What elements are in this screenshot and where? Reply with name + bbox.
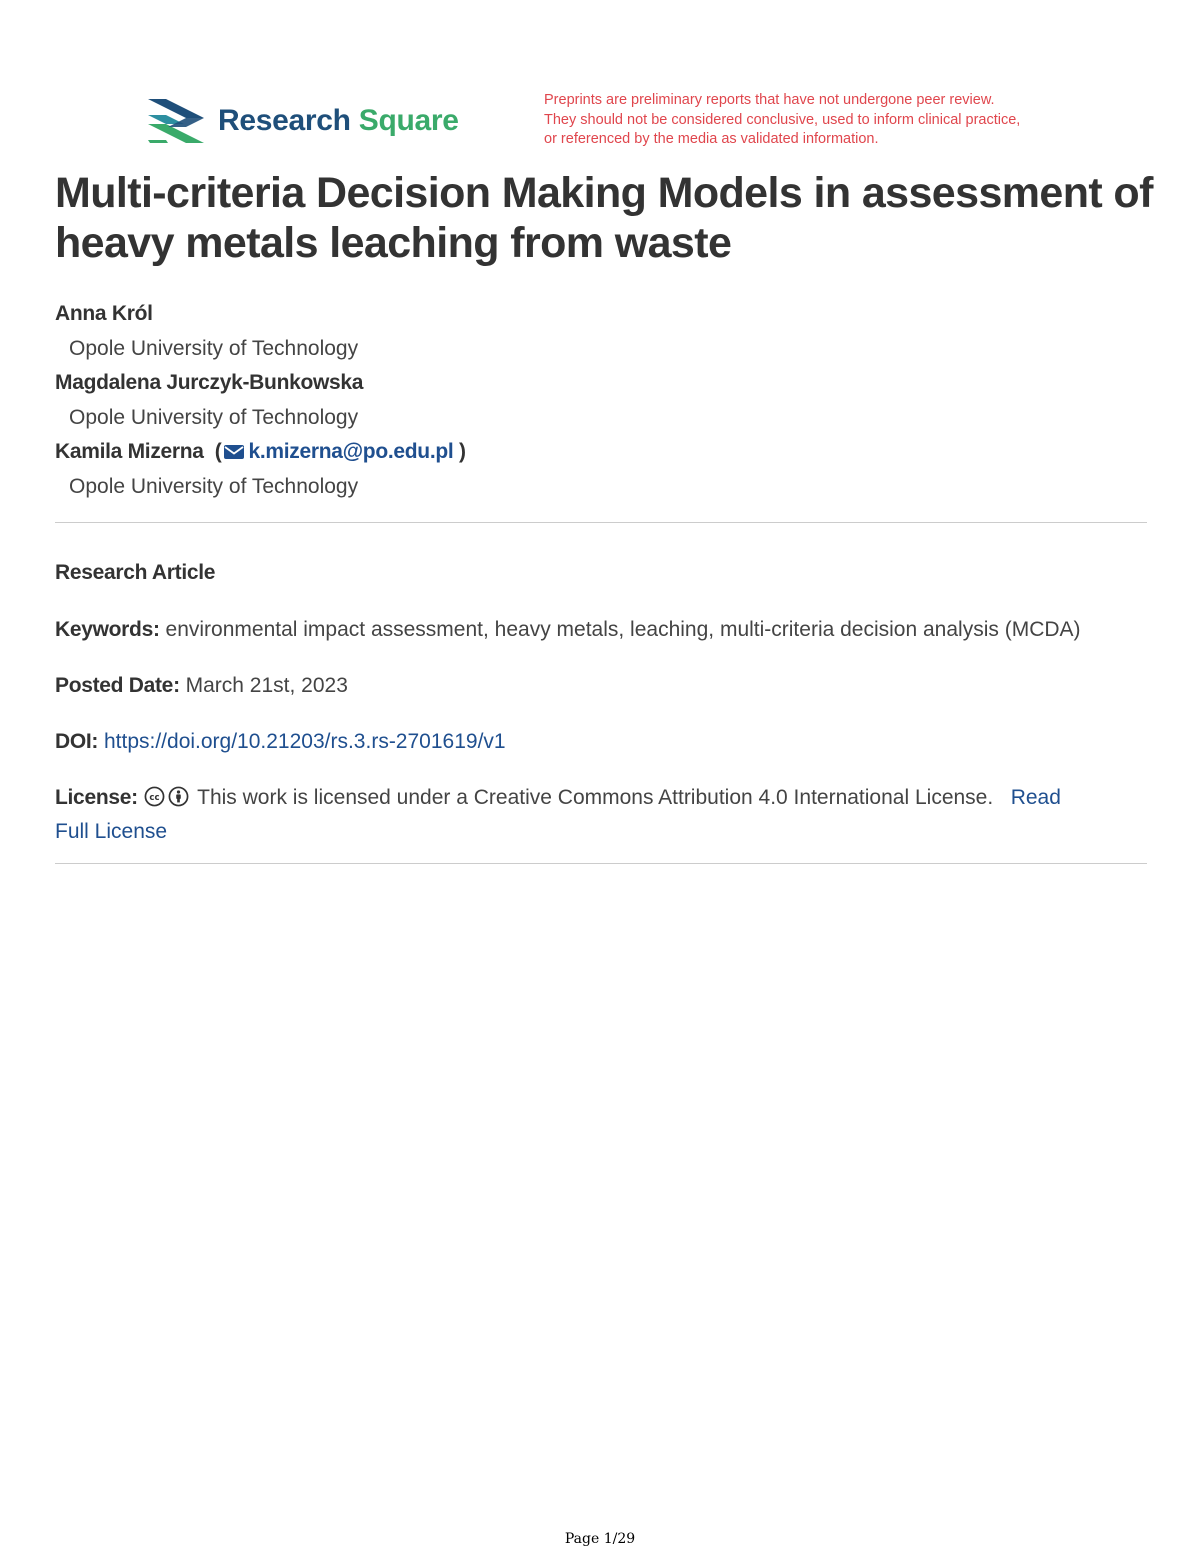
author-affiliation: Opole University of Technology [69, 475, 359, 498]
keywords-label: Keywords: [55, 618, 160, 641]
posted-date-label: Posted Date: [55, 674, 180, 697]
read-full-license-link-line1: Read [1010, 786, 1061, 809]
author-email-link[interactable]: k.mizerna@po.edu.pl [248, 440, 454, 463]
license-row [55, 781, 1147, 849]
creative-commons-icon [144, 786, 165, 807]
disclaimer-line: Preprints are preliminary reports that have not undergone peer review. [544, 92, 995, 108]
logo-text [218, 104, 459, 138]
doi-row [55, 725, 1147, 759]
page-number: Page 1/29 [564, 1531, 636, 1547]
author-name: Kamila Mizerna [55, 440, 204, 463]
posted-date-value: March 21st, 2023 [185, 674, 348, 697]
header [0, 0, 1200, 160]
research-square-logo-icon [146, 96, 206, 146]
envelope-icon [223, 444, 245, 460]
author-list [55, 298, 1055, 505]
author-affiliation: Opole University of Technology [69, 406, 359, 429]
keywords-row [55, 613, 1147, 647]
author-affiliation: Opole University of Technology [69, 337, 359, 360]
attribution-icon [168, 786, 189, 807]
doi-label: DOI: [55, 730, 99, 753]
article-type-label: Research Article [55, 561, 216, 584]
read-full-license-link-line2: Full License [55, 820, 168, 843]
author-name: Magdalena Jurczyk-Bunkowska [55, 371, 364, 394]
divider [55, 522, 1147, 523]
corresponding-author: Kamila Mizerna ( k.mizerna@po.edu.pl ) [55, 440, 466, 463]
paper-title: Multi-criteria Decision Making Models in assessment of heavy metals leaching from waste [55, 169, 1153, 267]
posted-date-row [55, 669, 1147, 703]
article-type [55, 556, 1147, 590]
author-name: Anna Król [55, 302, 153, 325]
license-label: License: [55, 786, 138, 809]
keywords-value: environmental impact assessment, heavy metals, leaching, multi-criteria decision analysis (MCDA) [165, 618, 1081, 641]
logo-word-research: Research [218, 104, 351, 137]
preprint-disclaimer [544, 91, 1144, 150]
logo-word-square: Square [358, 104, 459, 137]
disclaimer-line: They should not be considered conclusive, used to inform clinical practice, [544, 111, 1021, 128]
svg-text:cc: cc [149, 792, 160, 803]
license-text: This work is licensed under a Creative Commons Attribution 4.0 International License. [197, 786, 994, 809]
research-square-logo[interactable] [146, 96, 466, 148]
doi-link[interactable]: https://doi.org/10.21203/rs.3.rs-2701619/v1 [103, 730, 506, 753]
disclaimer-line: or referenced by the media as validated information. [544, 131, 879, 147]
divider [55, 863, 1147, 864]
